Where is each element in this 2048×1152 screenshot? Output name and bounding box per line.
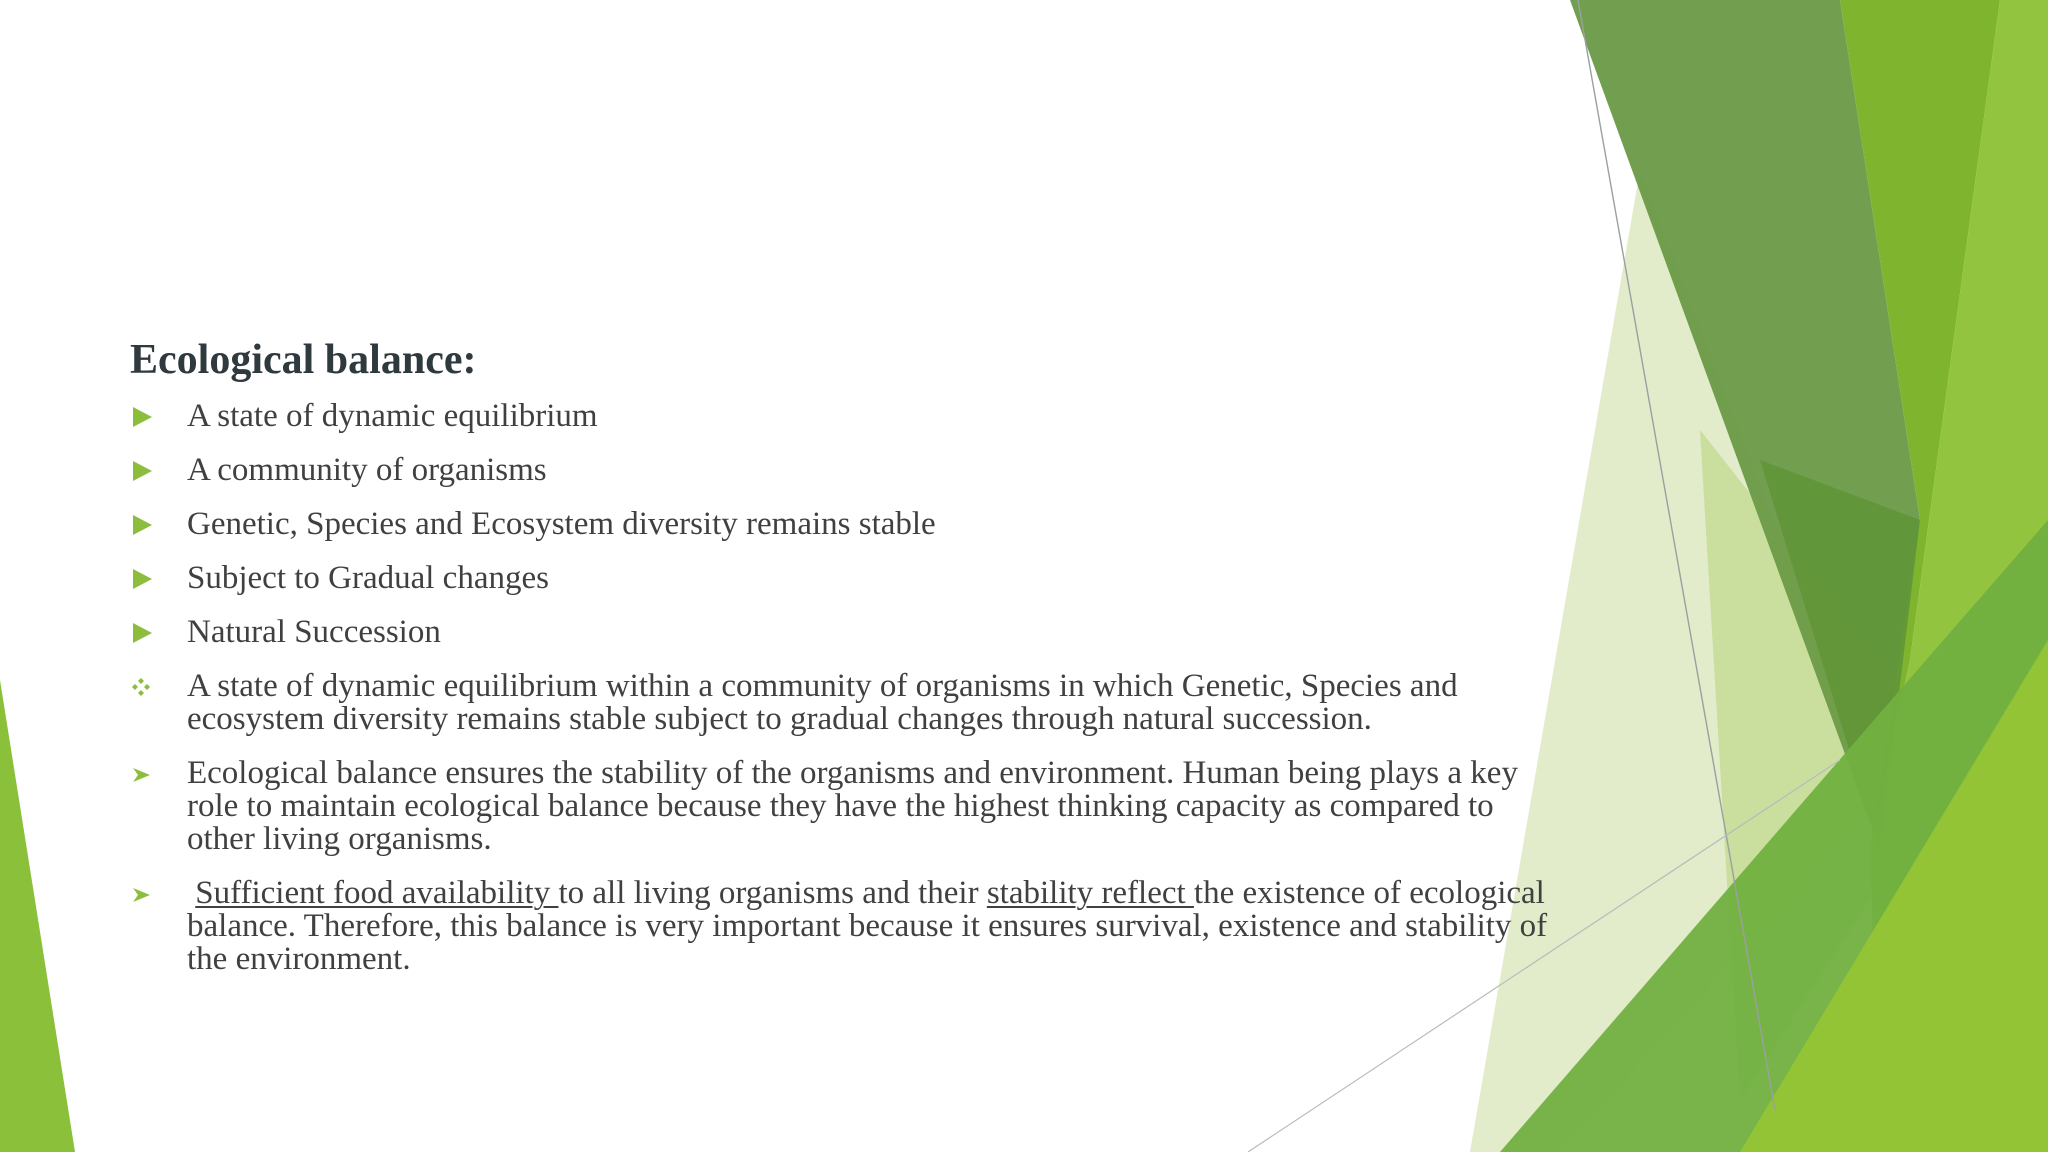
left-green-sliver — [0, 680, 75, 1152]
content-area — [130, 334, 1560, 997]
underlined-text: stability reflect — [986, 875, 1194, 911]
text-segment: the existence of ecological balance. Therefore, this balance is very important because it ensures survival, existence and stability of the environment. — [187, 875, 1548, 977]
bullet-item — [130, 508, 1560, 541]
bullet-text — [187, 875, 1547, 977]
four-diamond-bullet-icon — [130, 670, 170, 703]
bullet-item — [130, 616, 1560, 649]
bullet-item — [130, 757, 1560, 856]
bullet-text: A state of dynamic equilibrium — [187, 398, 598, 434]
triangle-bullet-icon — [130, 400, 170, 433]
bullet-item — [130, 670, 1560, 736]
underlined-text: Sufficient food availability — [195, 875, 559, 911]
bullet-item — [130, 562, 1560, 595]
bullet-text: Genetic, Species and Ecosystem diversity remains stable — [187, 506, 936, 542]
triangle-bullet-icon — [130, 508, 170, 541]
bullet-text: Subject to Gradual changes — [187, 560, 549, 596]
bullet-item — [130, 877, 1560, 976]
arrowhead-bullet-icon — [130, 877, 170, 910]
triangle-bullet-icon — [130, 562, 170, 595]
bullet-text: A state of dynamic equilibrium within a community of organisms in which Genetic, Species and ecosystem diversity remains stable subject to gradual changes through natural succession. — [187, 668, 1458, 737]
bullet-item — [130, 400, 1560, 433]
text-segment: to all living organisms and their — [558, 875, 987, 911]
slide-heading: Ecological balance: — [130, 337, 477, 383]
arrowhead-bullet-icon — [130, 757, 170, 790]
bullet-text: A community of organisms — [187, 452, 547, 488]
triangle-bullet-icon — [130, 616, 170, 649]
triangle-bullet-icon — [130, 454, 170, 487]
bullet-text: Ecological balance ensures the stability of the organisms and environment. Human being plays a key role to maintain ecological balance because they have the highest thinking capacity as compared to other living organisms. — [187, 755, 1518, 857]
bullet-text: Natural Succession — [187, 614, 441, 650]
bullet-item — [130, 454, 1560, 487]
